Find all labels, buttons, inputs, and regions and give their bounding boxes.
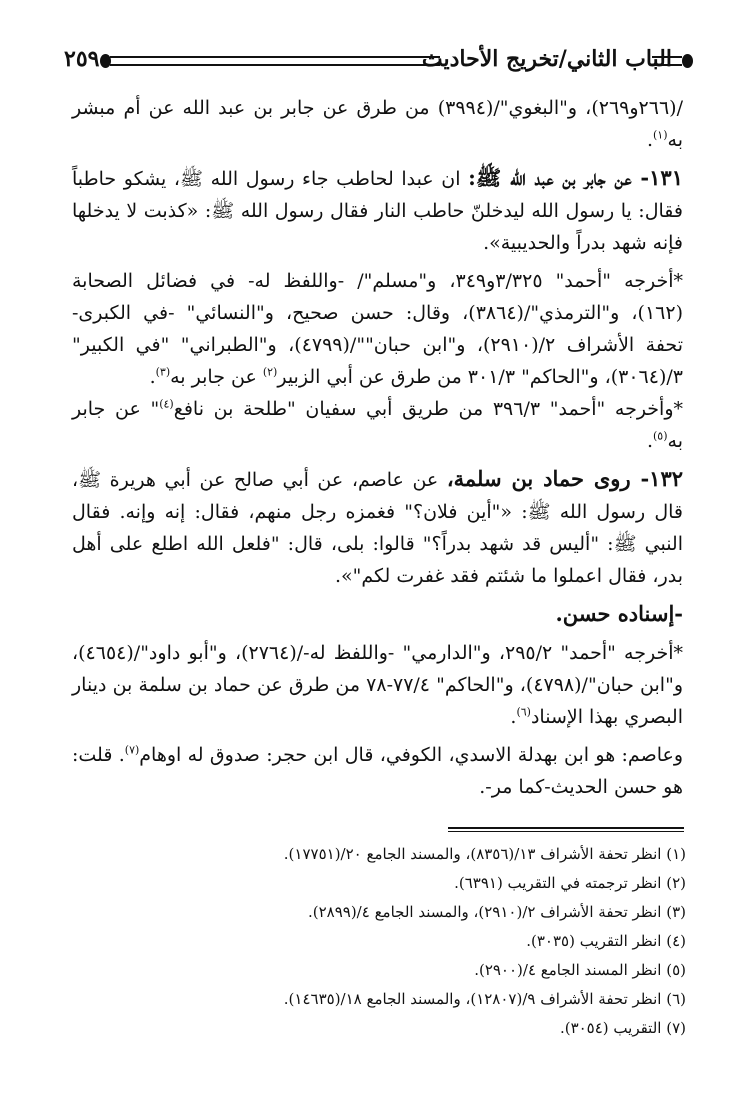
takhrij-131-a: *أخرجه "أحمد" ٣/٣٢٥و٣٤٩، و"مسلم"/ -واللفظ له- في فضائل الصحابة (١٦٢)، و"الترمذي"/(٣٨٦٤)، وقال: حسن صحيح، و"النسائي" -في الكبرى- تحفة الأشراف ٢/(٢٩١٠)، و"ابن حبان""/(٤٧٩٩)، و"الطبراني" "في الكبير" ٣/(٣٠٦٤)، و"الحاكم" ٣٠١/٣ من طرق عن أبي الزبير$^{(٢)}$ عن جابر به$^{(٣)}$. bbox=[72, 270, 684, 388]
footnote-2: (٢) انظر ترجمته في التقريب (٦٣٩١). bbox=[454, 874, 686, 892]
header-dot-right bbox=[682, 54, 693, 68]
footnote-7: (٧) التقريب (٣٠٥٤). bbox=[559, 1019, 686, 1037]
footnote-separator-thin bbox=[448, 831, 684, 832]
hadith-131-heading: ١٣١- عن جابر بن عبد الله ﷺ: bbox=[468, 165, 683, 190]
header-rule-bottom bbox=[110, 64, 440, 66]
main-text bbox=[72, 92, 683, 803]
takhrij-132: *أخرجه "أحمد" ٢٩٥/٢، و"الدارمي" -واللفظ له-/(٢٧٦٤)، و"أبو داود"/(٤٦٥٤)، و"ابن حبان"/(٤٧٩٨)، و"الحاكم" ٧٧/٤-٧٨ من طرق عن حماد بن سلمة بن دينار البصري بهذا الإسناد$^{(٦)}$. bbox=[72, 642, 683, 728]
running-header bbox=[52, 40, 702, 80]
hadith-132-heading: ١٣٢- روى حماد بن سلمة، bbox=[446, 466, 684, 491]
footnote-1: (١) انظر تحفة الأشراف ١٣/(٨٣٥٦)، والمسند الجامع ٢٠/(١٧٧٥١). bbox=[283, 845, 686, 863]
takhrij-131-b: *وأخرجه "أحمد" ٣٩٦/٣ من طريق أبي سفيان "طلحة بن نافع$^{(٤)}$" عن جابر به$^{(٥)}$. bbox=[72, 397, 683, 452]
chapter-title: الباب الثاني/تخريج الأحاديث bbox=[421, 46, 672, 72]
footnotes bbox=[110, 840, 686, 1043]
paragraph-continuation: /(٢٦٦و٢٦٩)، و"البغوي"/(٣٩٩٤) من طرق عن جابر بن عبد الله عن أم مبشر به$^{(١)}$. bbox=[72, 97, 683, 151]
page-number: ٢٥٩ bbox=[64, 46, 100, 72]
footnote-3: (٣) انظر تحفة الأشراف ٢/(٢٩١٠)، والمسند الجامع ٤/(٢٨٩٩). bbox=[307, 903, 686, 921]
header-rule-top bbox=[110, 56, 440, 58]
hadith-132: ١٣٢- روى حماد بن سلمة، عن عاصم، عن أبي صالح عن أبي هريرة ﷺ، قال رسول الله ﷺ: «"أين فلان؟" فغمزه رجل منهم، فقال: إنه وإنه. فقال النبي ﷺ: "أليس قد شهد بدراً؟" قالوا: بلى، قال: "فلعل الله اطلع على أهل بدر، فقال اعملوا ما شئتم فقد غفرت لكم"». bbox=[72, 466, 684, 587]
isnad-grade: -إسناده حسن. bbox=[555, 601, 683, 626]
narrator-note: وعاصم: هو ابن بهدلة الاسدي، الكوفي، قال ابن حجر: صدوق له اوهام$^{(٧)}$. قلت: هو حسن الحديث-كما مر-. bbox=[72, 743, 684, 798]
footnote-5: (٥) انظر المسند الجامع ٤/(٢٩٠٠). bbox=[474, 961, 686, 979]
footnote-6: (٦) انظر تحفة الأشراف ٩/(١٢٨٠٧)، والمسند الجامع ١٨/(١٤٦٣٥). bbox=[283, 990, 686, 1008]
footnote-4: (٤) انظر التقريب (٣٠٣٥). bbox=[526, 932, 686, 950]
footnote-separator bbox=[448, 827, 684, 829]
hadith-131: ١٣١- عن جابر بن عبد الله ﷺ: ان عبدا لحاطب جاء رسول الله ﷺ، يشكو حاطباً فقال: يا رسول الله ليدخلنّ حاطب النار فقال رسول الله ﷺ: «كذبت لا يدخلها فإنه شهد بدراً والحديبية». bbox=[72, 165, 683, 254]
